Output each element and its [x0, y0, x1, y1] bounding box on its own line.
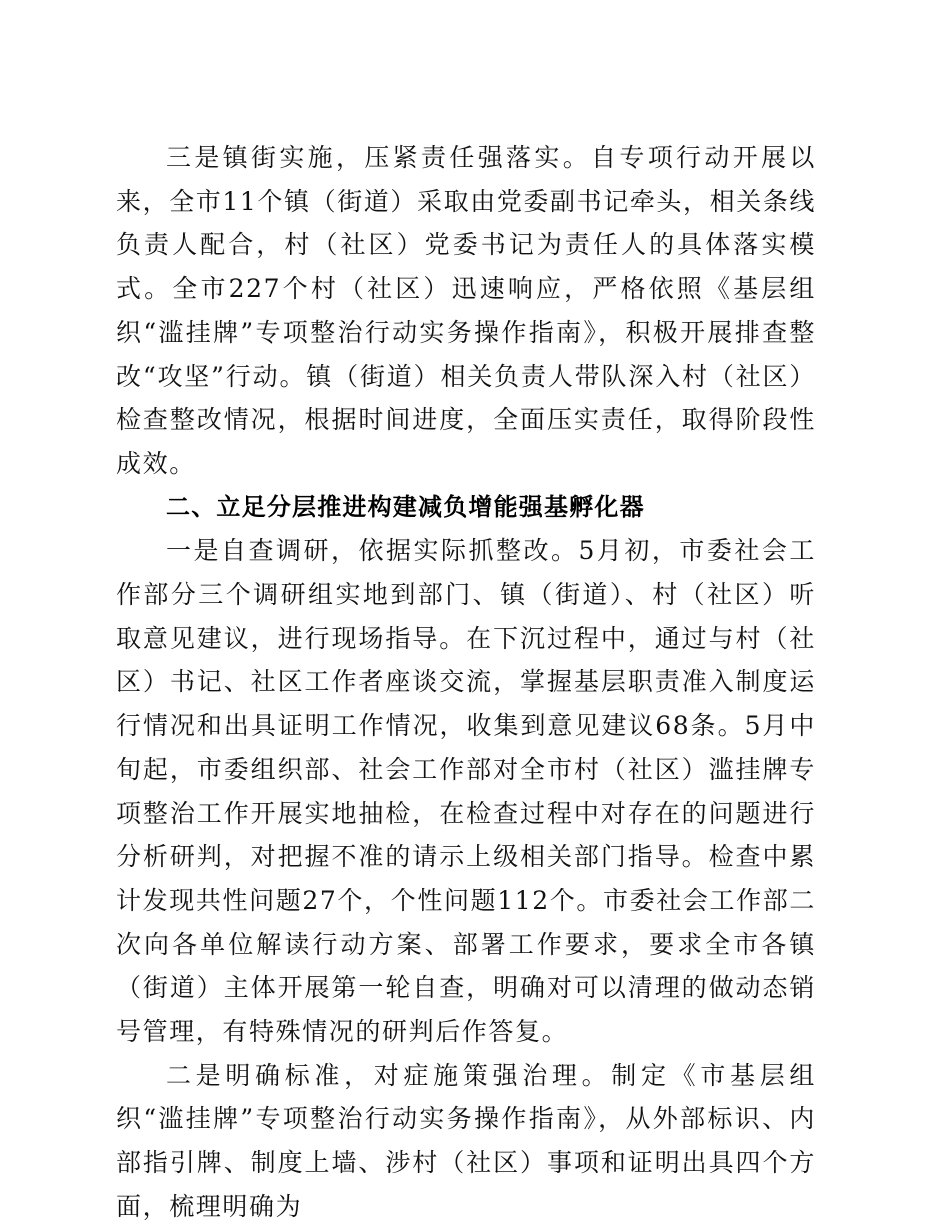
section-heading-2: 二、立足分层推进构建减负增能强基孵化器 [166, 492, 645, 521]
paragraph-town-implementation: 三是镇街实施，压紧责任强落实。自专项行动开展以来，全市11个镇（街道）采取由党委副书记牵头，相关条线负责人配合，村（社区）党委书记为责任人的具体落实模式。全市227个村（社区）迅速响应，严格依照《基层组织“滥挂牌”专项整治行动实务操作指南》，积极开展排查整改“攻坚”行动。镇（街道）相关负责人带队深入村（社区）检查整改情况，根据时间进度，全面压实责任，取得阶段性成效。 [116, 143, 817, 478]
paragraph-clear-standards: 二是明确标准，对症施策强治理。制定《市基层组织“滥挂牌”专项整治行动实务操作指南》，从外部标识、内部指引牌、制度上墙、涉村（社区）事项和证明出具四个方面，梳理明确为 [116, 1060, 816, 1221]
document-body [116, 136, 816, 1229]
paragraph-self-inspection: 一是自查调研，依据实际抓整改。5月初，市委社会工作部分三个调研组实地到部门、镇（街道）、村（社区）听取意见建议，进行现场指导。在下沉过程中，通过与村（社区）书记、社区工作者座谈交流，掌握基层职责准入制度运行情况和出具证明工作情况，收集到意见建议68条。5月中旬起，市委组织部、社会工作部对全市村（社区）滥挂牌专项整治工作开展实地抽检，在检查过程中对存在的问题进行分析研判，对把握不准的请示上级相关部门指导。检查中累计发现共性问题27个，个性问题112个。市委社会工作部二次向各单位解读行动方案、部署工作要求，要求全市各镇（街道）主体开展第一轮自查，明确对可以清理的做动态销号管理，有特殊情况的研判后作答复。 [116, 536, 816, 1047]
